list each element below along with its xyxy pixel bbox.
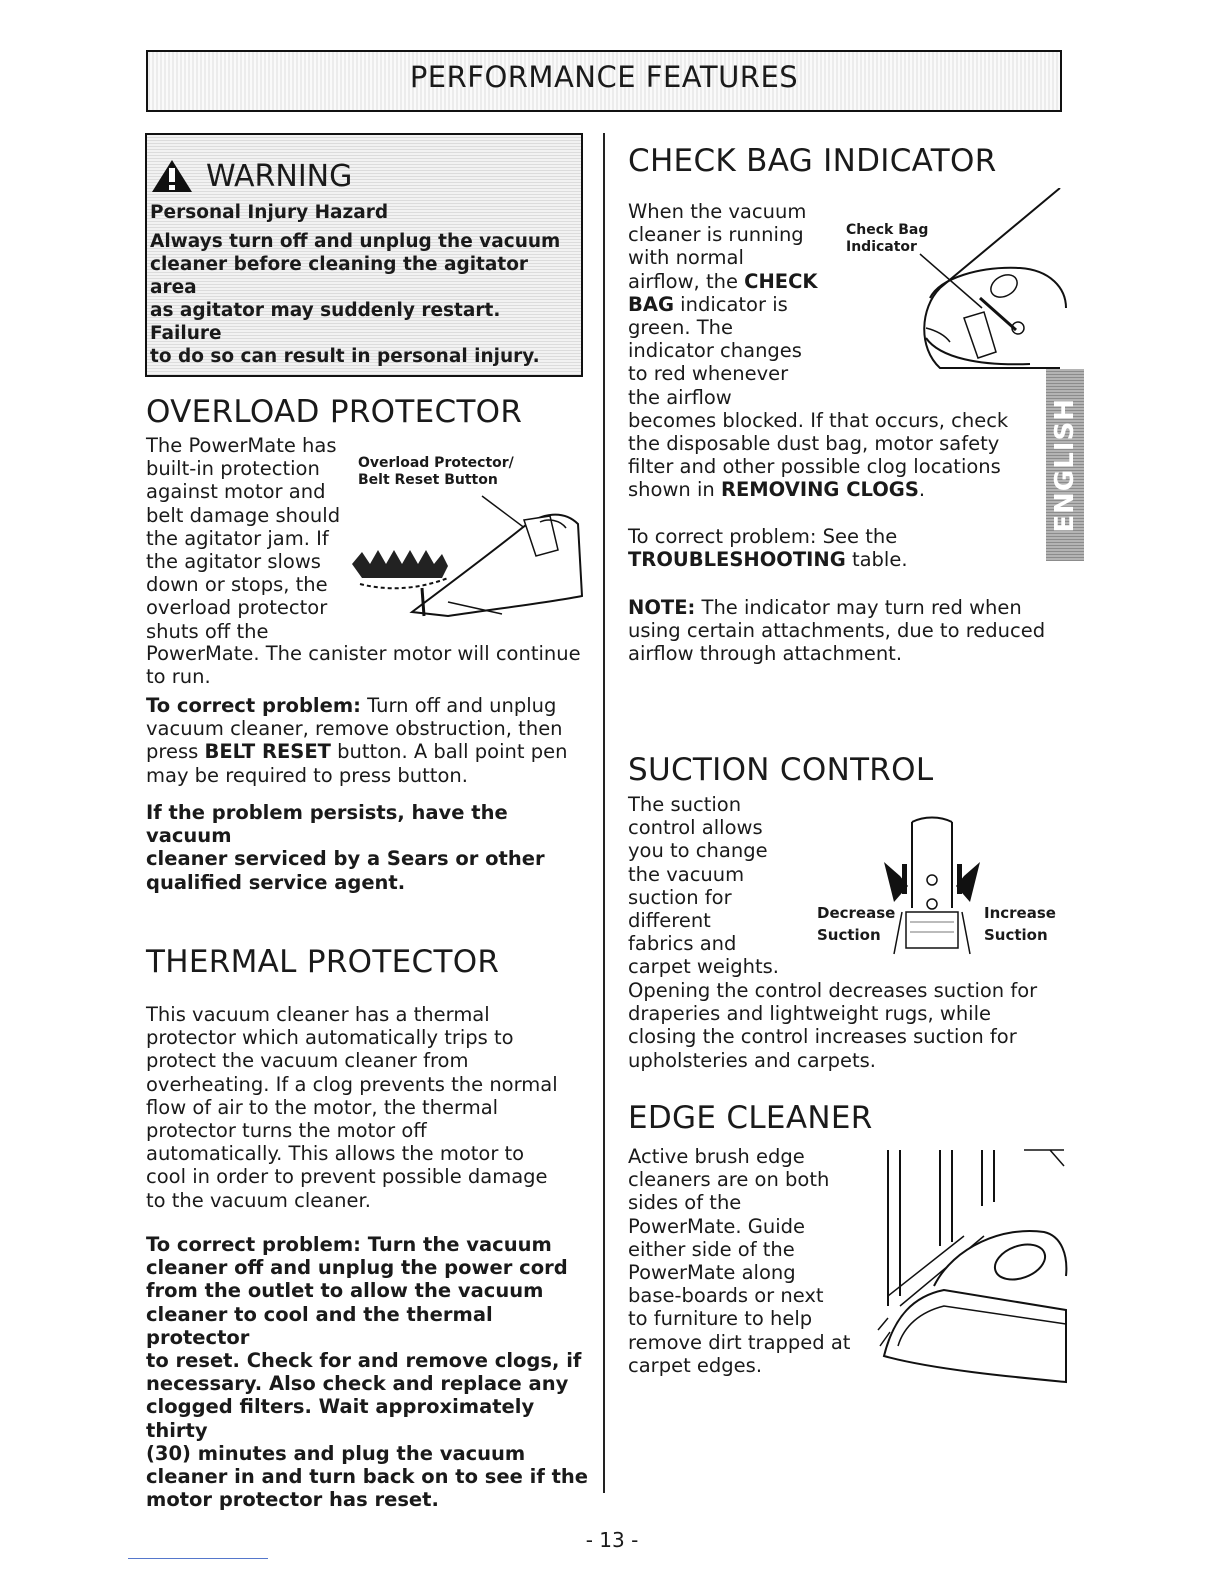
checkbag-correct [628, 525, 1048, 571]
text-line: motor protector has reset. [146, 1488, 439, 1512]
text-line: PowerMate. The canister motor will continue [146, 642, 581, 665]
suction-wide-text [628, 979, 1058, 1072]
checkbag-body [628, 200, 1048, 502]
text-line: protector turns the motor off [146, 1119, 427, 1143]
text-line: carpet edges. [628, 1353, 763, 1377]
text-line: protect the vacuum cleaner from [146, 1049, 469, 1073]
overload-caption [358, 455, 514, 489]
text-line: upholsteries and carpets. [628, 1048, 876, 1072]
text-line: against motor and [146, 480, 326, 504]
warning-title-text: WARNING [206, 158, 353, 194]
belt-reset-label: BELT RESET [204, 740, 331, 764]
text-line: protector which automatically trips to [146, 1026, 514, 1050]
warning-line: to do so can result in personal injury. [150, 346, 540, 367]
warning-text [150, 230, 570, 368]
overload-wide-text [146, 642, 586, 688]
troubleshooting-label: TROUBLESHOOTING [628, 548, 846, 572]
warning-line: cleaner before cleaning the agitator area [150, 254, 529, 298]
text-fragment: button. A ball point pen [330, 740, 568, 764]
text-line: necessary. Also check and replace any [146, 1372, 569, 1396]
column-divider [603, 133, 605, 1493]
text-line: using certain attachments, due to reduced [628, 619, 1046, 643]
text-line: cleaner off and unplug the power cord [146, 1256, 568, 1280]
text-line: filter and other possible clog locations [628, 455, 1001, 479]
text-line: either side of the [628, 1237, 795, 1261]
text-line: to the vacuum cleaner. [146, 1188, 371, 1212]
thermal-heading: THERMAL PROTECTOR [146, 944, 500, 980]
text-line: PowerMate. Guide [628, 1214, 806, 1238]
warning-line: as agitator may suddenly restart. Failure [150, 300, 501, 344]
text-line: The suction [628, 793, 742, 816]
edge-body [628, 1145, 868, 1377]
warning-line: Always turn off and unplug the vacuum [150, 231, 561, 252]
text-fragment: shown in [628, 478, 721, 502]
footer-rule [128, 1558, 268, 1559]
text-line: To correct problem: Turn the vacuum [146, 1233, 552, 1256]
text-line: draperies and lightweight rugs, while [628, 1002, 992, 1026]
text-fragment: The indicator may turn red when [695, 596, 1022, 619]
removing-clogs-label: REMOVING CLOGS [720, 478, 919, 502]
page-title: PERFORMANCE FEATURES [409, 60, 799, 94]
text-line: the agitator jam. If [146, 526, 329, 550]
text-line: different [628, 909, 711, 933]
text-line: cleaner in and turn back on to see if the [146, 1465, 589, 1489]
caption-line: Belt Reset Button [358, 472, 498, 488]
text-line: automatically. This allows the motor to [146, 1142, 525, 1166]
text-line: suction for [628, 885, 732, 909]
text-line: flow of air to the motor, the thermal [146, 1095, 499, 1119]
text-line: the disposable dust bag, motor safety [628, 432, 1000, 456]
text-line: belt damage should [146, 503, 341, 527]
caption-line: Suction [984, 926, 1048, 944]
overload-narrow-text [146, 434, 356, 643]
text-line: Active brush edge [628, 1145, 805, 1168]
text-line: This vacuum cleaner has a thermal [146, 1003, 490, 1026]
text-line: cool in order to prevent possible damage [146, 1165, 548, 1189]
increase-suction-label [984, 902, 1056, 946]
text-line: closing the control increases suction for [628, 1025, 1017, 1049]
text-line: to run. [146, 665, 211, 689]
caption-line: Increase [984, 904, 1056, 922]
edge-heading: EDGE CLEANER [628, 1100, 873, 1136]
checkbag-note [628, 596, 1058, 666]
text-line: cleaner to cool and the thermal protector [146, 1302, 493, 1349]
text-fragment: airflow, the [628, 269, 745, 293]
text-line: with normal [628, 246, 744, 270]
language-tab-text: ENGLISH [1050, 397, 1080, 533]
suction-heading: SUCTION CONTROL [628, 752, 934, 788]
warning-triangle-icon [150, 158, 202, 194]
text-line: overheating. If a clog prevents the normal [146, 1072, 558, 1096]
text-line: PowerMate along [628, 1261, 796, 1285]
text-line: from the outlet to allow the vacuum [146, 1279, 544, 1303]
text-line: green. The [628, 316, 733, 340]
text-line: sides of the [628, 1191, 742, 1215]
text-line: down or stops, the [146, 573, 328, 597]
overload-correct-text [146, 694, 586, 787]
text-line: If the problem persists, have the vacuum [146, 801, 508, 848]
text-line: control allows [628, 816, 763, 840]
check-label: CHECK [744, 269, 818, 293]
text-line: Opening the control decreases suction for [628, 979, 1038, 1002]
thermal-body [146, 1003, 591, 1212]
text-line: to red whenever [628, 362, 789, 386]
thermal-correct-text [146, 1233, 591, 1511]
caption-line: Indicator [846, 239, 917, 255]
text-line: the agitator slows [146, 550, 321, 574]
decrease-suction-label [817, 902, 895, 946]
text-line: may be required to press button. [146, 763, 468, 787]
text-line: the vacuum [628, 862, 745, 886]
checkbag-heading: CHECK BAG INDICATOR [628, 143, 997, 179]
note-label: NOTE: [628, 596, 696, 619]
powermate-agitator-illustration [352, 492, 588, 620]
text-line: the airflow [628, 385, 732, 409]
warning-subtitle: Personal Injury Hazard [150, 202, 389, 223]
overload-heading: OVERLOAD PROTECTOR [146, 394, 523, 430]
overload-persist-text [146, 801, 586, 894]
caption-line: Overload Protector/ [358, 455, 514, 471]
text-line: To correct problem: See the [628, 525, 898, 548]
text-line: When the vacuum [628, 200, 807, 223]
text-line: to furniture to help [628, 1307, 813, 1331]
text-line: becomes blocked. If that occurs, check [628, 408, 1009, 432]
correct-label: To correct problem: [146, 694, 361, 717]
text-line: qualified service agent. [146, 870, 406, 894]
text-line: cleaner is running [628, 223, 804, 247]
text-line: clogged filters. Wait approximately thirty [146, 1395, 535, 1442]
text-line: indicator changes [628, 339, 802, 363]
text-line: shuts off the [146, 619, 269, 643]
caption-line: Suction [817, 926, 881, 944]
text-fragment: indicator is [673, 292, 788, 316]
warning-title [150, 158, 352, 194]
language-tab-label [1046, 369, 1084, 561]
text-line: you to change [628, 839, 768, 863]
page-number: - 13 - [585, 1528, 639, 1552]
bag-label: BAG [628, 292, 674, 316]
caption-line: Decrease [817, 904, 896, 922]
caption-line: Check Bag [846, 222, 929, 238]
edge-cleaner-illustration [874, 1146, 1070, 1386]
text-line: remove dirt trapped at [628, 1330, 851, 1354]
text-line: carpet weights. [628, 955, 780, 979]
text-line: (30) minutes and plug the vacuum [146, 1441, 526, 1465]
text-line: cleaners are on both [628, 1168, 830, 1192]
text-line: The PowerMate has [146, 434, 337, 457]
text-line: base-boards or next [628, 1284, 824, 1308]
text-line: fabrics and [628, 932, 737, 956]
text-line: built-in protection [146, 457, 320, 481]
suction-narrow-text [628, 793, 828, 979]
text-fragment: table. [845, 548, 908, 572]
text-line: Turn off and unplug [360, 694, 557, 717]
text-line: overload protector [146, 596, 328, 620]
text-fragment: press [146, 740, 205, 764]
text-fragment: . [918, 478, 926, 502]
text-line: vacuum cleaner, remove obstruction, then [146, 717, 563, 741]
text-line: cleaner serviced by a Sears or other [146, 847, 545, 871]
text-line: to reset. Check for and remove clogs, if [146, 1349, 582, 1373]
text-line: airflow through attachment. [628, 642, 903, 666]
